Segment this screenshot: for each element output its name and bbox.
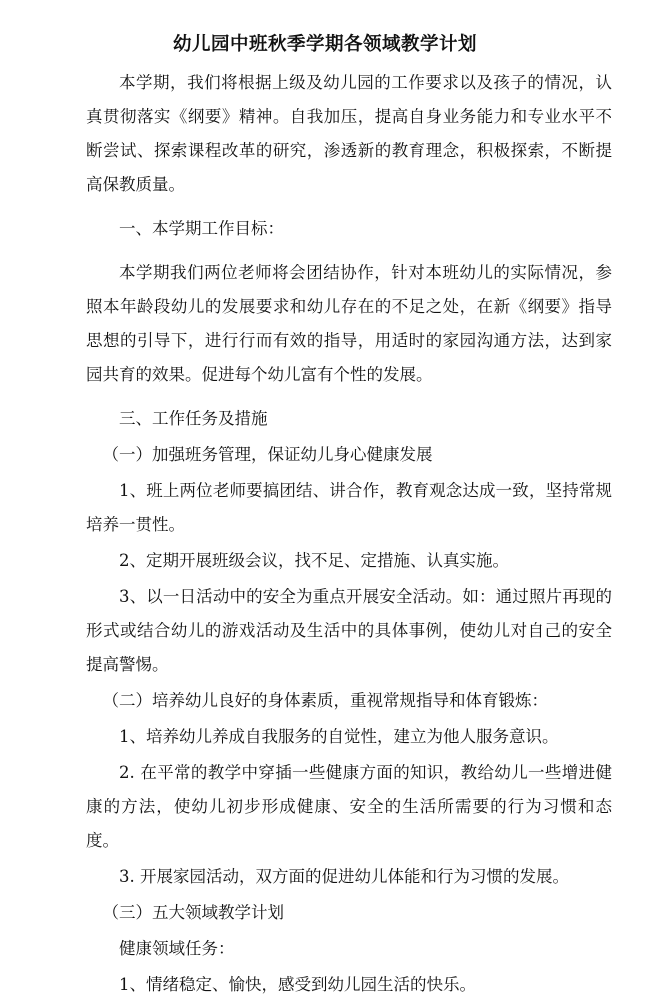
subsection-heading-physical: （二）培养幼儿良好的身体素质，重视常规指导和体育锻炼：	[102, 691, 548, 710]
physical-item-2: 2. 在平常的教学中穿插一些健康方面的知识，教给幼儿一些增进健康的方法，使幼儿初步形成健康、安全的生活所需要的行为习惯和态度。	[86, 763, 612, 850]
intro-paragraph: 本学期，我们将根据上级及幼儿园的工作要求以及孩子的情况，认真贯彻落实《纲要》精神。自我加压，提高自身业务能力和专业水平不断尝试、探索课程改革的研究，渗透新的教育理念，积极探索，不断提高保教质量。	[86, 73, 612, 194]
subsection-heading-domains: （三）五大领域教学计划	[102, 903, 284, 922]
document-body	[86, 66, 612, 1002]
section-heading-tasks: 三、工作任务及措施	[119, 409, 268, 428]
section-heading-goals: 一、本学期工作目标：	[119, 219, 284, 238]
management-item-1: 1、班上两位老师要搞团结、讲合作，教育观念达成一致，坚持常规培养一贯性。	[86, 481, 612, 534]
management-item-2: 2、定期开展班级会议，找不足、定措施、认真实施。	[119, 551, 509, 570]
management-item-3: 3、以一日活动中的安全为重点开展安全活动。如：通过照片再现的形式或结合幼儿的游戏活动及生活中的具体事例，使幼儿对自己的安全提高警惕。	[86, 587, 612, 674]
physical-item-1: 1、培养幼儿养成自我服务的自觉性，建立为他人服务意识。	[119, 727, 559, 746]
health-item-1: 1、情绪稳定、愉快，感受到幼儿园生活的快乐。	[119, 975, 476, 994]
document-title: 幼儿园中班秋季学期各领域教学计划	[172, 34, 477, 55]
health-domain-heading: 健康领域任务：	[119, 939, 235, 958]
physical-item-3: 3. 开展家园活动，双方面的促进幼儿体能和行为习惯的发展。	[119, 867, 569, 886]
goals-paragraph: 本学期我们两位老师将会团结协作，针对本班幼儿的实际情况，参照本年龄段幼儿的发展要求和幼儿存在的不足之处，在新《纲要》指导思想的引导下，进行行而有效的指导，用适时的家园沟通方法，达到家园共育的效果。促进每个幼儿富有个性的发展。	[86, 263, 612, 384]
subsection-heading-management: （一）加强班务管理，保证幼儿身心健康发展	[102, 445, 433, 464]
